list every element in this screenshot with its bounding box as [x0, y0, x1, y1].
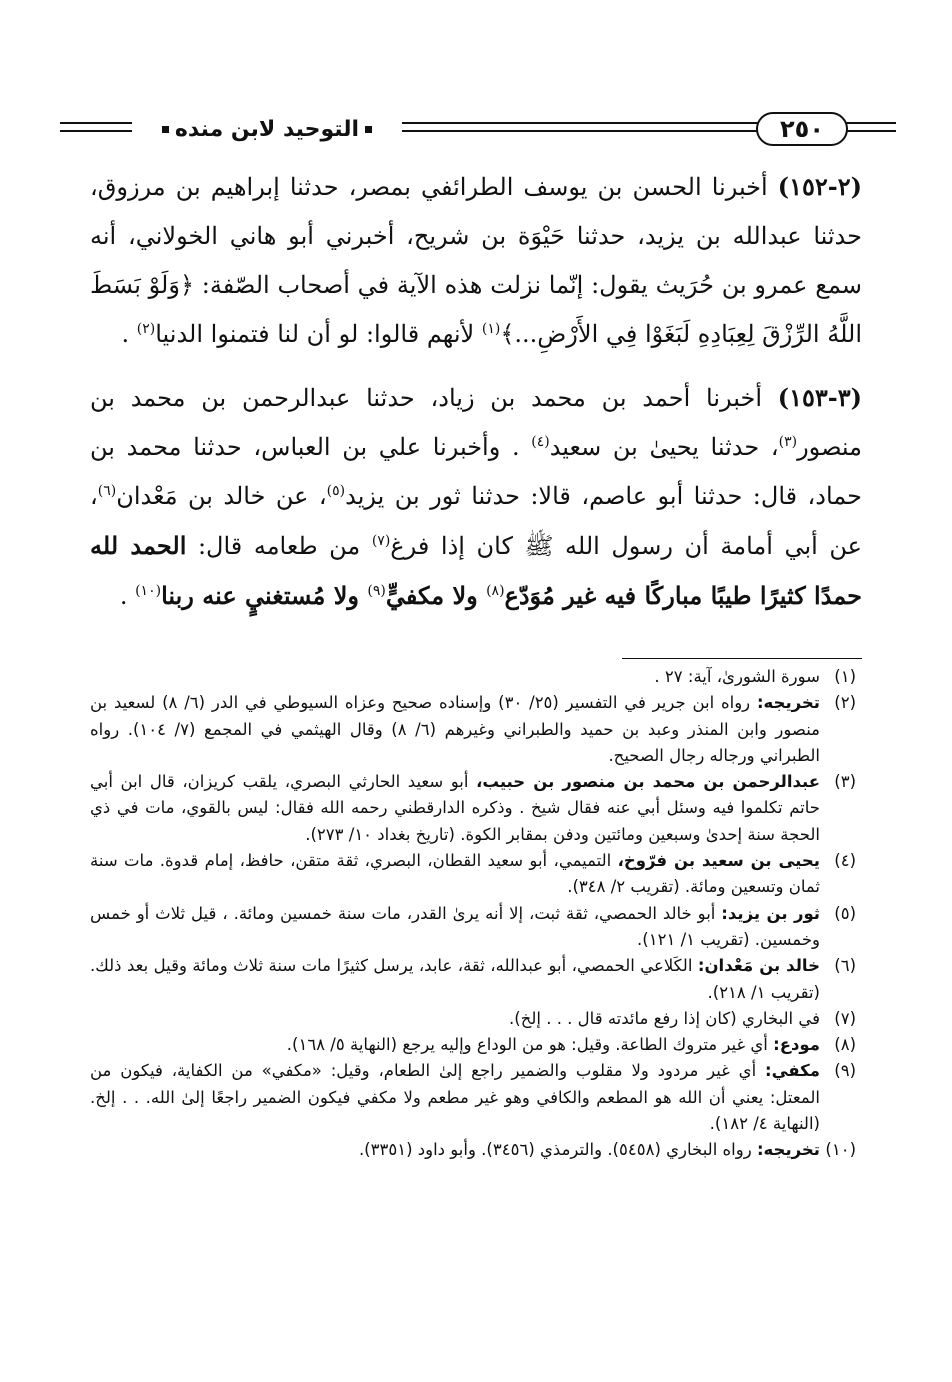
footnote-number: (٤) — [834, 851, 856, 871]
footnote-label: مكفي: — [765, 1061, 820, 1081]
footnote-9 — [90, 1058, 856, 1137]
footnote-label: عبدالرحمن بن محمد بن منصور بن حبيب، — [476, 772, 821, 792]
hadith-text: ، حدثنا يحيىٰ بن سعيد — [549, 433, 779, 461]
hadith-text: من طعامه قال: — [186, 532, 372, 560]
footnote-ref[interactable]: (٧) — [371, 533, 391, 549]
footnote-ref[interactable]: (٤) — [531, 434, 550, 450]
quran-verse: ﴿وَلَوْ بَسَطَ اللَّهُ الرِّزْقَ لِعِبَادِهِ لَبَغَوْا فِي الأَرْضِ...﴾ — [90, 271, 862, 348]
footnote-text: التميمي، أبو سعيد القطان، البصري، ثقة متقن، حافظ، إمام قدوة. مات سنة ثمان وتسعين ومائة. (تقريب ٢/ ٣٤٨). — [90, 851, 820, 897]
footnote-label: تخريجه: — [756, 693, 820, 713]
footnote-text: رواه البخاري (٥٤٥٨). والترمذي (٣٤٥٦). وأبو داود (٣٣٥١). — [358, 1140, 757, 1160]
footnote-text: أبو خالد الحمصي، ثقة ثبت، إلا أنه يرىٰ القدر، مات سنة خمسين ومائة. ، قيل ثلاث أو خمس وخمسين. (تقريب ١/ ١٢١). — [90, 903, 820, 949]
footnote-ref[interactable]: (١٠) — [135, 583, 162, 599]
book-title: التوحيد لابن منده — [174, 116, 360, 142]
footnote-label: يحيى بن سعيد بن فرّوخ، — [617, 851, 820, 871]
footnote-number: (٩) — [834, 1061, 856, 1081]
hadith-text: لأنهم قالوا: لو أن لنا فتمنوا الدنيا — [155, 320, 482, 348]
footnote-3 — [90, 769, 856, 848]
footnote-number: (٦) — [834, 956, 856, 976]
running-title — [132, 112, 402, 146]
footnote-label: مودع: — [773, 1035, 820, 1055]
dua-text: ولا مكفيٍّ — [385, 581, 487, 610]
footnote-divider — [622, 658, 862, 659]
footnote-text: أي غير مردود ولا مقلوب والضمير راجع إلىٰ الطعام، وقيل: «مكفي» من الكفاية، فيكون من المعتل: يعني أن الله هو المطعم والكافي وهو غير مطعم ولا مكفي فيكون الضمير راجعًا إلىٰ الله. . . إلخ. (النهاية ٤/ ١٨٢). — [90, 1061, 820, 1134]
footnote-6 — [90, 953, 856, 1006]
footnote-text: سورة الشورىٰ، آية: ٢٧ . — [654, 667, 820, 686]
footnote-1 — [90, 664, 856, 690]
footnote-text: الكَلاعي الحمصي، أبو عبدالله، ثقة، عابد، يرسل كثيرًا مات سنة ثلاث ومائة وقيل بعد ذلك. (تقريب ١/ ٢١٨). — [90, 956, 820, 1002]
footnote-number: (٣) — [834, 772, 856, 792]
page-header — [60, 108, 896, 152]
footnote-ref[interactable]: (٩) — [367, 583, 386, 599]
footnotes — [90, 664, 856, 1164]
hadith-text: أخبرنا الحسن بن يوسف الطرائفي بمصر، حدثنا إبراهيم بن مرزوق، حدثنا عبدالله بن يزيد، حدثنا حَيْوَة بن شريح، أخبرني أبو هاني الخولاني، أنه سمع عمرو بن حُرَيث يقول: إنّما نزلت هذه الآية في أصحاب الصّفة: — [90, 173, 862, 299]
dua-text: ولا مُستغنيٍ عنه ربنا — [161, 581, 368, 610]
main-text — [90, 162, 862, 635]
footnote-text: أي غير متروك الطاعة. وقيل: هو من الوداع وإليه يرجع (النهاية ٥/ ١٦٨). — [286, 1035, 774, 1055]
footnote-ref[interactable]: (٥) — [326, 483, 346, 499]
footnote-ref[interactable]: (٢) — [136, 321, 156, 337]
footnote-10 — [90, 1137, 856, 1163]
dua-text: الحمد لله حمدًا كثيرًا طيبًا مباركًا فيه غير مُوَدّع — [90, 531, 862, 610]
square-ornament-icon — [162, 126, 169, 133]
footnote-8 — [90, 1032, 856, 1058]
footnote-ref[interactable]: (٨) — [486, 583, 505, 599]
hadith-text: ، عن أبي أمامة أن رسول الله ﷺ كان إذا فرغ — [90, 482, 862, 560]
hadith-text: . — [119, 582, 136, 610]
footnote-number: (٨) — [834, 1035, 856, 1055]
footnote-number: (١) — [834, 667, 856, 686]
footnote-label: تخريجه: — [756, 1140, 820, 1160]
footnote-4 — [90, 848, 856, 901]
hadith-text: أخبرنا أحمد بن محمد بن زياد، حدثنا عبدالرحمن بن محمد بن منصور — [90, 384, 862, 461]
footnote-7 — [90, 1006, 856, 1032]
footnote-text: أبو سعيد الحارثي البصري، يلقب كريزان، قال ابن أبي حاتم تكلموا فيه وسئل أبي عنه فقال شيخ . وذكره الدارقطني رحمه الله فقال: ليس بالقوي، مات في ذي الحجة سنة إحدىٰ وسبعين ومائتين ودفن بمقابر الكوة. (تاريخ بغداد ١٠/ ٢٧٣). — [90, 772, 820, 844]
square-ornament-icon — [365, 126, 372, 133]
footnote-number: (٥) — [834, 903, 856, 923]
footnote-text: في البخاري (كان إذا رفع مائدته قال . . . إلخ). — [509, 1008, 820, 1028]
hadith-number: (٣-١٥٣) — [777, 383, 862, 412]
footnote-5 — [90, 901, 856, 954]
footnote-label: ثور بن يزيد: — [721, 903, 820, 923]
footnote-text: رواه ابن جرير في التفسير (٢٥/ ٣٠) وإسناده صحيح وعزاه السيوطي في الدر (٦/ ٨) لسعيد بن منصور وابن المنذر وعبد بن حميد والطبراني وغيرهم (٦/ ٨) وقال الهيثمي في المجمع (٧/ ١٠٤). رواه الطبراني ورجاله رجال الصحيح. — [90, 693, 821, 765]
footnote-number: (٧) — [834, 1008, 856, 1028]
footnote-number: (١٠) — [825, 1140, 856, 1160]
hadith-152 — [90, 162, 862, 359]
footnote-ref[interactable]: (٣) — [778, 434, 798, 450]
hadith-number: (٢-١٥٢) — [777, 172, 862, 201]
footnote-number: (٢) — [834, 693, 856, 713]
hadith-text: ، عن خالد بن مَعْدان — [116, 482, 327, 510]
footnote-ref[interactable]: (٦) — [97, 483, 117, 499]
footnote-2 — [90, 690, 856, 769]
hadith-153 — [90, 373, 862, 621]
page-number: ٢٥٠ — [756, 112, 848, 146]
footnote-ref[interactable]: (١) — [481, 321, 501, 337]
hadith-text: . — [121, 320, 137, 348]
hadith-text: . وأخبرنا علي بن العباس، حدثنا محمد بن حماد، قال: حدثنا أبو عاصم، قالا: حدثنا ثور بن يزيد — [90, 433, 862, 510]
footnote-label: خالد بن مَعْدان: — [697, 956, 820, 976]
